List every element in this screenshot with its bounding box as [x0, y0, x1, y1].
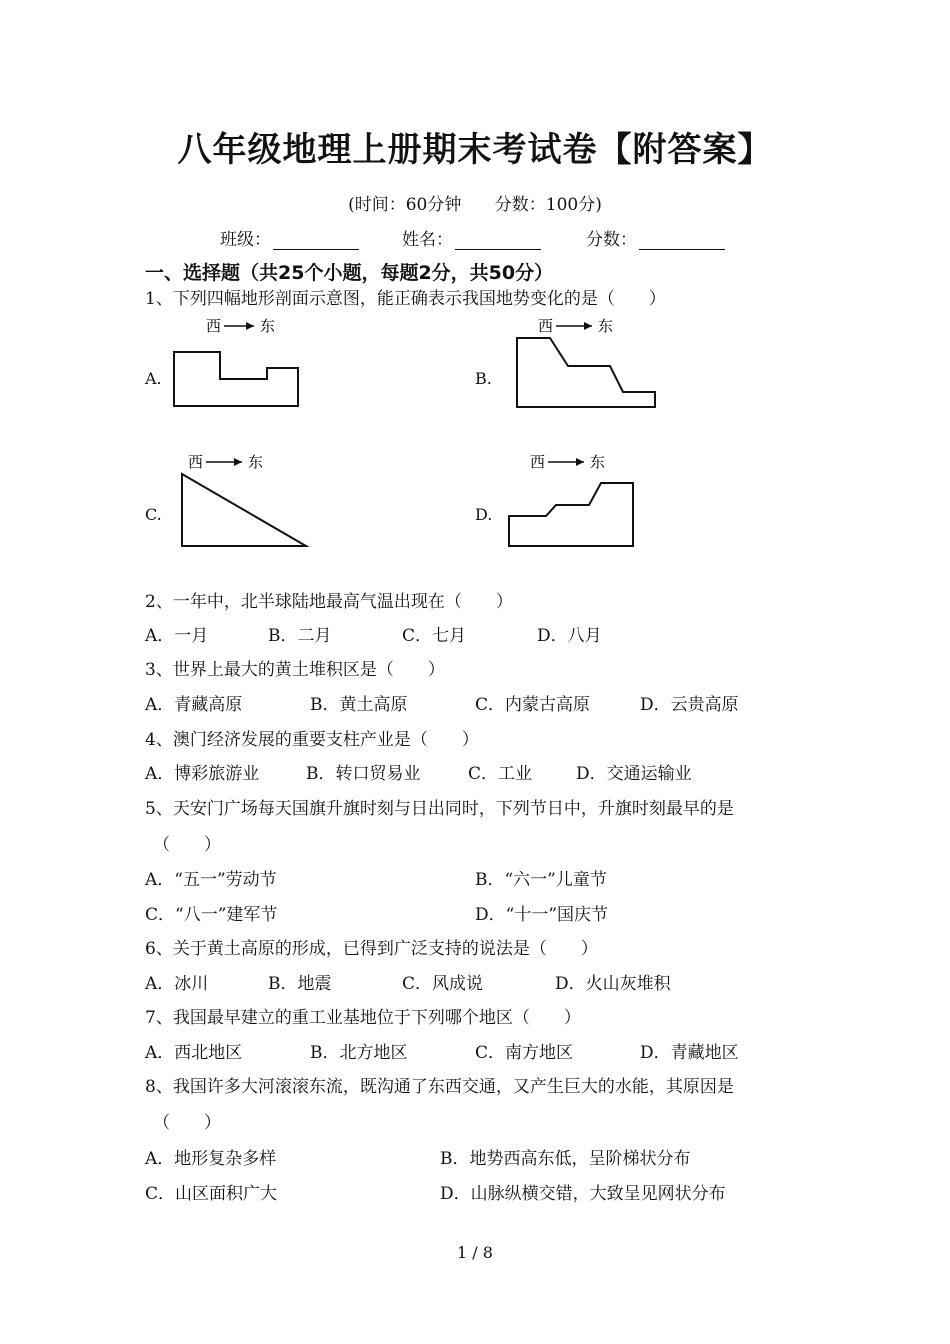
q3-option-c[interactable]: C．内蒙古高原 [475, 695, 591, 715]
q8-option-c[interactable]: C．山区面积广大 [145, 1184, 278, 1204]
q2-option-b[interactable]: B．二月 [268, 626, 332, 646]
time-limit: (时间：60分钟 [348, 195, 462, 215]
page-title: 八年级地理上册期末考试卷【附答案】 [177, 130, 773, 170]
q3-option-a[interactable]: A．青藏高原 [145, 695, 243, 715]
q1-label-d[interactable]: D. [475, 505, 493, 524]
q8-option-d[interactable]: D．山脉纵横交错，大致呈见网状分布 [440, 1184, 726, 1204]
q3-stem: 3、世界上最大的黄土堆积区是（ ） [145, 660, 445, 680]
arrow-head [246, 322, 254, 330]
q7-option-a[interactable]: A．西北地区 [145, 1043, 243, 1063]
q8-option-b[interactable]: B．地势西高东低，呈阶梯状分布 [440, 1149, 691, 1169]
q5-option-b[interactable]: B．“六一”儿童节 [475, 870, 607, 890]
q6-option-b[interactable]: B．地震 [268, 974, 332, 994]
q8-stem: 8、我国许多大河滚滚东流，既沟通了东西交通，又产生巨大的水能，其原因是 [145, 1077, 734, 1097]
arrow-head [234, 458, 242, 466]
q5-stem-bracket: （ ） [153, 835, 221, 855]
class-field[interactable]: 班级： [220, 225, 359, 250]
east-label: 东 [248, 453, 264, 471]
terrain-outline [517, 338, 655, 407]
terrain-outline [509, 483, 633, 546]
arrow-head [576, 458, 584, 466]
q4-option-a[interactable]: A．博彩旅游业 [145, 764, 260, 784]
q5-option-a[interactable]: A．“五一”劳动节 [145, 870, 277, 890]
east-label: 东 [598, 317, 614, 335]
west-label: 西 [206, 317, 222, 335]
q6-option-a[interactable]: A．冰川 [145, 974, 209, 994]
score-field[interactable]: 分数： [586, 225, 725, 250]
arrow-head [584, 322, 592, 330]
name-field[interactable]: 姓名： [402, 225, 541, 250]
exam-meta [0, 190, 950, 215]
east-label: 东 [590, 453, 606, 471]
section-heading: 一、选择题（共25个小题，每题2分，共50分） [145, 262, 554, 284]
q4-stem: 4、澳门经济发展的重要支柱产业是（ ） [145, 730, 479, 750]
q2-option-d[interactable]: D．八月 [537, 626, 602, 646]
q8-option-a[interactable]: A．地形复杂多样 [145, 1149, 277, 1169]
q4-option-b[interactable]: B．转口贸易业 [306, 764, 421, 784]
terrain-outline [182, 474, 306, 546]
score-blank[interactable] [639, 233, 725, 250]
q4-option-d[interactable]: D．交通运输业 [576, 764, 692, 784]
total-score: 分数：100分) [494, 195, 602, 215]
west-label: 西 [188, 453, 204, 471]
q5-option-d[interactable]: D．“十一”国庆节 [475, 905, 609, 925]
profile-a [170, 312, 310, 412]
q5-stem: 5、天安门广场每天国旗升旗时刻与日出同时，下列节日中，升旗时刻最早的是 [145, 799, 734, 819]
q7-stem: 7、我国最早建立的重工业基地位于下列哪个地区（ ） [145, 1008, 581, 1028]
west-label: 西 [538, 317, 554, 335]
page-number: 1 / 8 [457, 1243, 493, 1262]
class-blank[interactable] [273, 233, 359, 250]
q6-stem: 6、关于黄土高原的形成，已得到广泛支持的说法是（ ） [145, 939, 598, 959]
q1-label-c[interactable]: C. [145, 505, 162, 524]
name-blank[interactable] [455, 233, 541, 250]
q8-stem-bracket: （ ） [153, 1113, 221, 1133]
q1-label-a[interactable]: A. [145, 369, 162, 388]
profile-b [512, 312, 662, 412]
q6-option-c[interactable]: C．风成说 [402, 974, 484, 994]
east-label: 东 [260, 317, 276, 335]
q6-option-d[interactable]: D．火山灰堆积 [555, 974, 671, 994]
q5-option-c[interactable]: C．“八一”建军节 [145, 905, 278, 925]
q7-option-c[interactable]: C．南方地区 [475, 1043, 574, 1063]
q2-option-c[interactable]: C．七月 [402, 626, 467, 646]
q1-stem: 1、下列四幅地形剖面示意图，能正确表示我国地势变化的是（ ） [145, 289, 666, 309]
profile-c [178, 448, 318, 552]
q2-stem: 2、一年中，北半球陆地最高气温出现在（ ） [145, 592, 513, 612]
q4-option-c[interactable]: C．工业 [468, 764, 533, 784]
q1-label-b[interactable]: B. [475, 369, 492, 388]
q3-option-b[interactable]: B．黄土高原 [310, 695, 408, 715]
west-label: 西 [530, 453, 546, 471]
terrain-outline [174, 352, 298, 406]
profile-d [506, 448, 646, 552]
q2-option-a[interactable]: A．一月 [145, 626, 209, 646]
q7-option-b[interactable]: B．北方地区 [310, 1043, 408, 1063]
q3-option-d[interactable]: D．云贵高原 [640, 695, 739, 715]
q7-option-d[interactable]: D．青藏地区 [640, 1043, 739, 1063]
